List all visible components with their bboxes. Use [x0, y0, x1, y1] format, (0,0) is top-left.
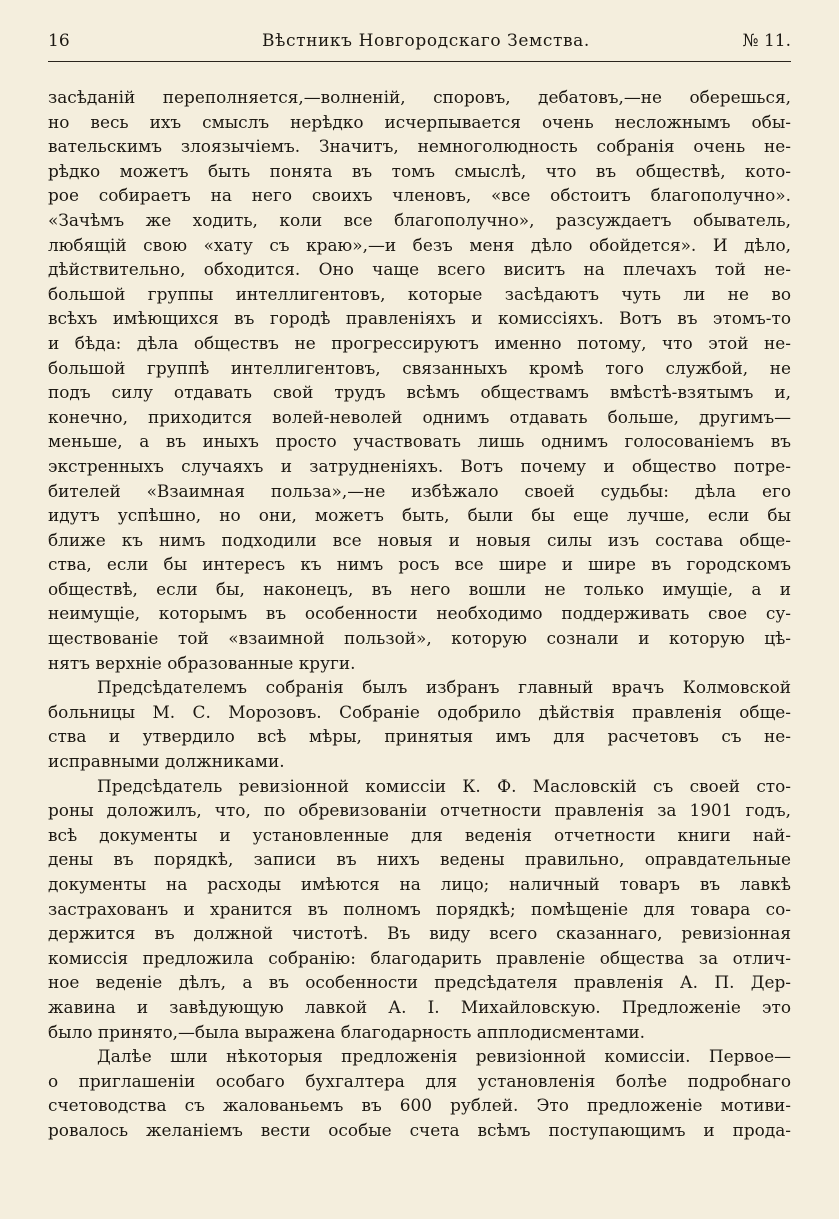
text-line: любящій свою «хату съ краю»,—и безъ меня дѣло обойдется». И дѣло,: [48, 234, 791, 255]
text-line: обществѣ, если бы, наконецъ, въ него вошли не только имущіе, а и: [48, 578, 791, 599]
text-line: счетоводства съ жалованьемъ въ 600 рублей. Это предложеніе мотиви-: [48, 1095, 791, 1116]
text-line: дѣйствительно, обходится. Оно чаще всего виситъ на плечахъ той не-: [48, 259, 791, 280]
text-line: о приглашеніи особаго бухгалтера для установленія болѣе подробнаго: [48, 1070, 791, 1091]
journal-title: Вѣстникъ Новгородскаго Земства.: [262, 31, 590, 51]
article-body: [48, 85, 791, 1167]
text-line: [48, 1143, 791, 1168]
text-line: дены въ порядкѣ, записи въ нихъ ведены правильно, оправдательные: [48, 849, 791, 870]
text-line: «Зачѣмъ же ходить, коли все благополучно», разсуждаетъ обыватель,: [48, 209, 791, 230]
text-line: ства и утвердило всѣ мѣры, принятыя имъ для расчетовъ съ не-: [48, 726, 791, 747]
text-line: экстренныхъ случаяхъ и затрудненіяхъ. Вотъ почему и общество потре-: [48, 455, 791, 476]
text-line: рѣдко можетъ быть понята въ томъ смыслѣ, что въ обществѣ, кото-: [48, 160, 791, 181]
running-head: [48, 0, 791, 62]
text-line: комиссія предложила собранію: благодарить правленіе общества за отлич-: [48, 947, 791, 968]
text-line: роны доложилъ, что, по обревизованіи отчетности правленія за 1901 годъ,: [48, 800, 791, 821]
text-line: застрахованъ и хранится въ полномъ порядкѣ; помѣщеніе для товара со-: [48, 898, 791, 919]
text-line: бителей «Взаимная польза»,—не избѣжало своей судьбы: дѣла его: [48, 480, 791, 501]
text-line: ровалось желаніемъ вести особые счета всѣмъ поступающимъ и прода-: [48, 1119, 791, 1140]
text-line: конечно, приходится волей-неволей однимъ отдавать больше, другимъ—: [48, 406, 791, 427]
text-line: рое собираетъ на него своихъ членовъ, «все обстоитъ благополучно».: [48, 185, 791, 206]
text-line: ства, если бы интересъ къ нимъ росъ все шире и шире въ городскомъ: [48, 554, 791, 575]
text-line: и бѣда: дѣла обществъ не прогрессируютъ именно потому, что этой не-: [48, 332, 791, 353]
paragraph-end-line: было принято,—была выражена благодарность апплодисментами.: [48, 1021, 645, 1042]
text-line: идутъ успѣшно, но они, можетъ быть, были бы еще лучше, если бы: [48, 505, 791, 526]
text-line: ществованіе той «взаимной пользой», которую сознали и которую цѣ-: [48, 628, 791, 649]
text-line: меньше, а въ иныхъ просто участвовать лишь однимъ голосованіемъ въ: [48, 431, 791, 452]
paragraph-end-line: исправными должниками.: [48, 751, 285, 772]
paragraph-first-line: Предсѣдателемъ собранія былъ избранъ главный врачъ Колмовской: [97, 677, 791, 698]
paragraph-first-line: Далѣе шли нѣкоторыя предложенія ревизіонной комиссіи. Первое—: [97, 1046, 791, 1067]
text-line: всѣ документы и установленные для веденія отчетности книги най-: [48, 824, 791, 845]
text-line: подъ силу отдавать свой трудъ всѣмъ обществамъ вмѣстѣ-взятымъ и,: [48, 382, 791, 403]
paragraph-first-line: Предсѣдатель ревизіонной комиссіи К. Ф. Масловскій съ своей сто-: [97, 775, 791, 796]
text-line: ное веденіе дѣлъ, а въ особенности предсѣдателя правленія А. П. Дер-: [48, 972, 791, 993]
text-line: всѣхъ имѣющихся въ городѣ правленіяхъ и комиссіяхъ. Вотъ въ этомъ-то: [48, 308, 791, 329]
text-line: большой группы интеллигентовъ, которые засѣдаютъ чуть ли не во: [48, 283, 791, 304]
text-line: вательскимъ злоязычіемъ. Значитъ, немноголюдность собранія очень не-: [48, 136, 791, 157]
paragraph-end-line: нятъ верхніе образованные круги.: [48, 652, 356, 673]
issue-number: № 11.: [742, 31, 791, 51]
text-line: неимущіе, которымъ въ особенности необходимо поддерживать свое су-: [48, 603, 791, 624]
page-number: 16: [48, 31, 70, 51]
text-line: больницы М. С. Морозовъ. Собраніе одобрило дѣйствія правленія обще-: [48, 701, 791, 722]
text-line: документы на расходы имѣются на лицо; наличный товаръ въ лавкѣ: [48, 874, 791, 894]
text-line: но весь ихъ смыслъ нерѣдко исчерпывается очень несложнымъ обы-: [48, 111, 791, 132]
text-line: большой группѣ интеллигентовъ, связанныхъ кромѣ того службой, не: [48, 357, 791, 378]
text-line: засѣданій переполняется,—волненій, споровъ, дебатовъ,—не оберешься,: [48, 87, 791, 107]
text-line: жавина и завѣдующую лавкой А. І. Михайловскую. Предложеніе это: [48, 996, 791, 1017]
text-line: держится въ должной чистотѣ. Въ виду всего сказаннаго, ревизіонная: [48, 923, 791, 944]
text-line: ближе къ нимъ подходили все новыя и новыя силы изъ состава обще-: [48, 529, 791, 550]
